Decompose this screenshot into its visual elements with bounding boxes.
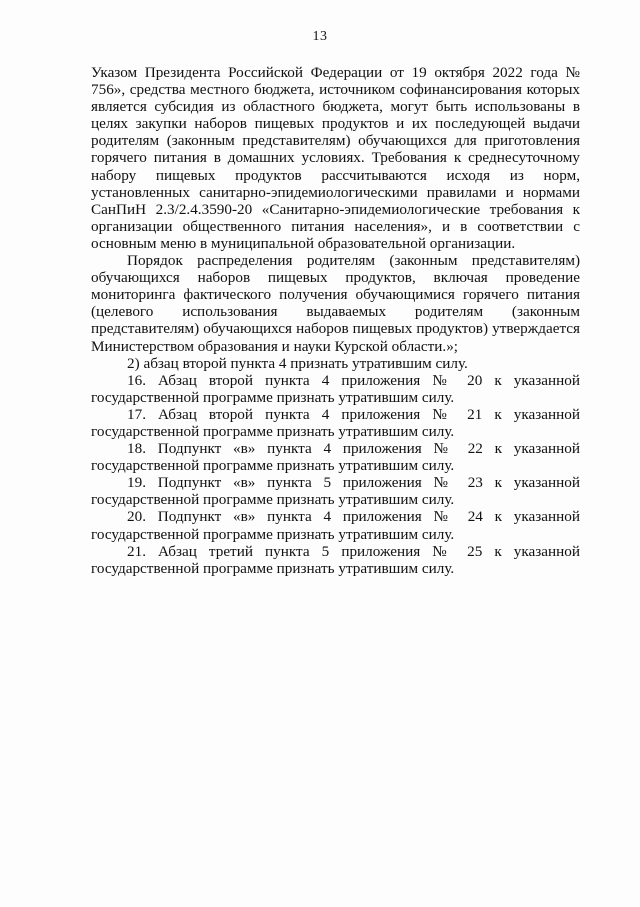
paragraph-item-21: 21. Абзац третий пункта 5 приложения № 25 к указанной государственной программе признать утратившим силу. [91, 542, 580, 577]
page-number: 13 [312, 29, 328, 44]
paragraph-item-18: 18. Подпункт «в» пункта 4 приложения № 22 к указанной государственной программе признать утратившим силу. [91, 440, 580, 475]
paragraph-distribution-procedure: Порядок распределения родителям (законным представителям) обучающихся наборов пищевых продуктов, включая проведение мониторинга фактического получения обучающимися горячего питания (целевого использования выдаваемых родителям (законным представителям) обучающихся наборов пищевых продуктов) утверждается Министерством образования и науки Курской области.»; [91, 252, 580, 355]
paragraph-item-16: 16. Абзац второй пункта 4 приложения № 20 к указанной государственной программе признать утратившим силу. [91, 371, 580, 406]
paragraph-item-19: 19. Подпункт «в» пункта 5 приложения № 23 к указанной государственной программе признать утратившим силу. [91, 474, 580, 509]
paragraph-continuation-menu-requirements: Указом Президента Российской Федерации от 19 октября 2022 года № 756», средства местного бюджета, источником софинансирования которых является субсидия из областного бюджета, могут быть использованы в целях закупки наборов пищевых продуктов и их последующей выдачи родителям (законным представителям) обучающихся для приготовления горячего питания в домашних условиях. Требования к среднесуточному набору пищевых продуктов рассчитываются исходя из норм, установленных санитарно-эпидемиологическими правилами и нормами СанПиН 2.3/2.4.3590-20 «Санитарно-эпидемиологические требования к организации общественного питания населения», и в соответствии с основным меню в муниципальной образовательной организации. [91, 64, 580, 252]
document-body [91, 64, 580, 577]
paragraph-item-17: 17. Абзац второй пункта 4 приложения № 21 к указанной государственной программе признать утратившим силу. [91, 405, 580, 440]
paragraph-item-20: 20. Подпункт «в» пункта 4 приложения № 24 к указанной государственной программе признать утратившим силу. [91, 508, 580, 543]
paragraph-item-2: 2) абзац второй пункта 4 признать утратившим силу. [127, 354, 468, 372]
